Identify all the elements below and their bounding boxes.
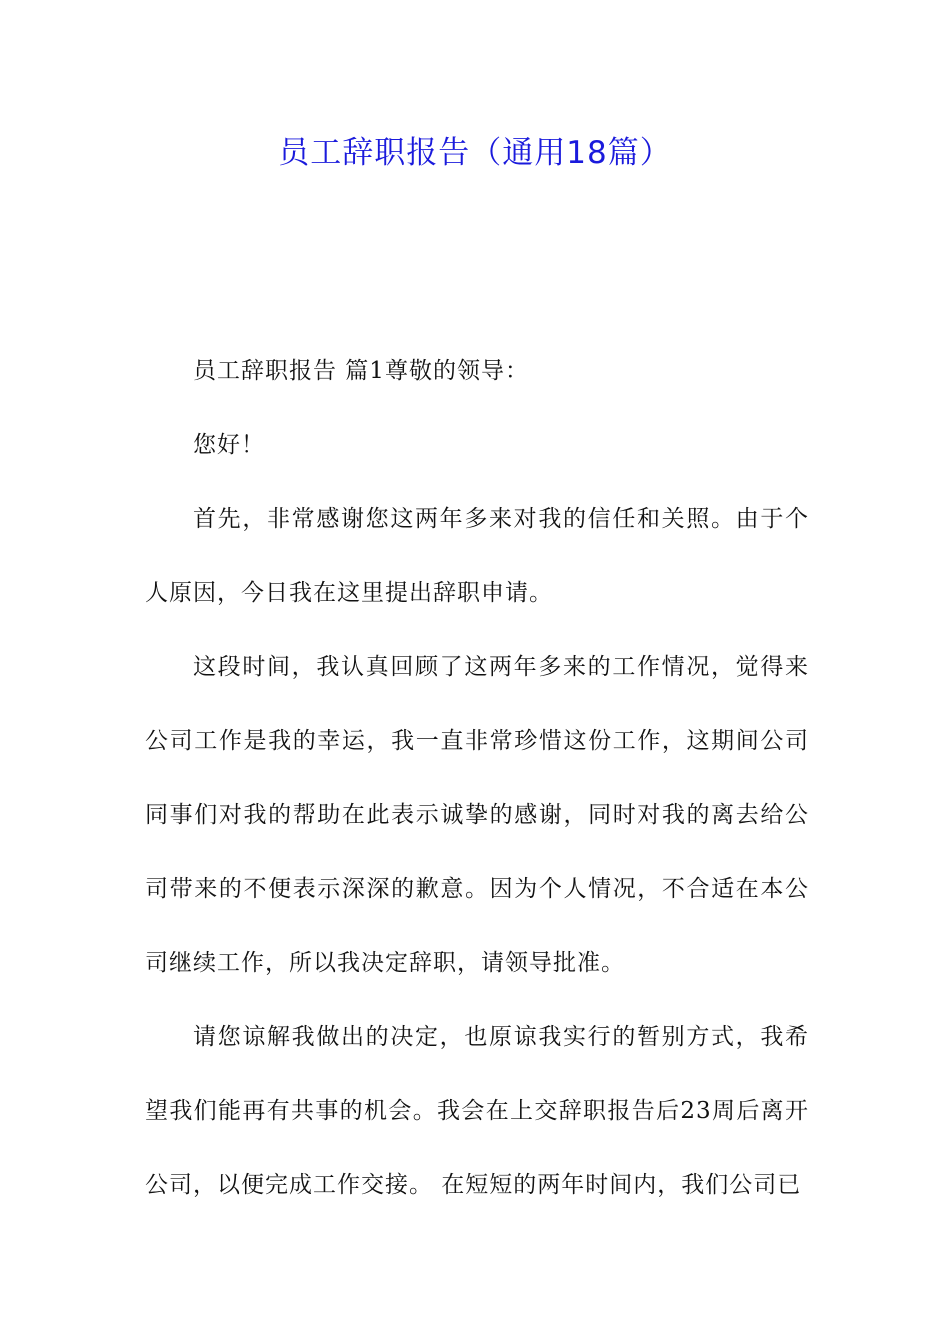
document-body xyxy=(145,334,809,1222)
document-title: 员工辞职报告（通用18篇） xyxy=(278,135,672,171)
paragraph-intro: 首先，非常感谢您这两年多来对我的信任和关照。由于个人原因，今日我在这里提出辞职申请。 xyxy=(145,506,809,606)
paragraph-salutation: 员工辞职报告 篇1尊敬的领导： xyxy=(193,358,529,384)
paragraph-reflection: 这段时间，我认真回顾了这两年多来的工作情况，觉得来公司工作是我的幸运，我一直非常珍惜这份工作，这期间公司同事们对我的帮助在此表示诚挚的感谢，同时对我的离去给公司带来的不便表示深深的歉意。因为个人情况，不合适在本公司继续工作，所以我决定辞职，请领导批准。 xyxy=(145,654,809,976)
paragraph-greeting: 您好！ xyxy=(193,432,265,458)
paragraph-request: 请您谅解我做出的决定，也原谅我实行的暂别方式，我希望我们能再有共事的机会。我会在上交辞职报告后23周后离开公司，以便完成工作交接。 在短短的两年时间内，我们公司已 xyxy=(145,1024,809,1198)
